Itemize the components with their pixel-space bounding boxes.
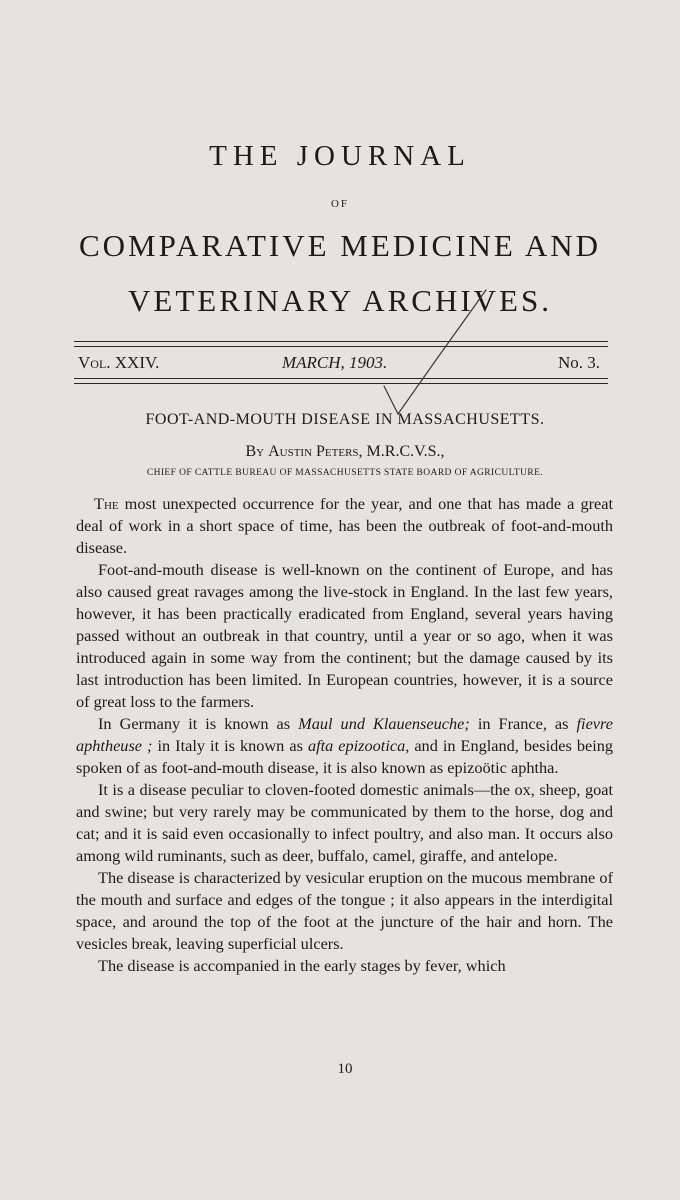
journal-title-line2: COMPARATIVE MEDICINE AND bbox=[78, 228, 602, 263]
foreign-term: afta epizootica, bbox=[307, 736, 410, 755]
paragraph-text: and in England, besides being spoken of as foot-and-mouth disease, it is also known as epizoötic aphtha. bbox=[76, 736, 614, 777]
author-affiliation: CHIEF OF CATTLE BUREAU OF MASSACHUSETTS STATE BOARD OF AGRICULTURE. bbox=[146, 468, 544, 478]
paragraph: The disease is accompanied in the early stages by fever, which bbox=[98, 956, 506, 975]
paragraph-text: in Italy it is known as bbox=[152, 736, 308, 755]
issue-date: MARCH, 1903. bbox=[282, 353, 388, 372]
volume-label: Vol. XXIV. bbox=[78, 353, 160, 372]
checkmark-stroke bbox=[384, 290, 486, 414]
paragraph-text: In Germany it is known as bbox=[98, 714, 299, 733]
journal-title-line3: VETERINARY ARCHIVES. bbox=[128, 283, 552, 318]
lead-word: The bbox=[94, 494, 119, 513]
paragraph-text: most unexpected occurrence for the year, and one that has made a great deal of work in a short space of time, has been the outbreak of foot-and-mouth disease. bbox=[76, 494, 613, 557]
paragraph-text: in France, as bbox=[469, 714, 577, 733]
issue-number: No. 3. bbox=[557, 353, 600, 372]
paragraph: Foot-and-mouth disease is well-known on the continent of Europe, and has also caused great ravages among the live-stock in England. In the last few years, however, it has been practically eradicated from England, several years having passed without an outbreak in that country, until a year or so ago, when it was introduced again in some way from the continent; but the damage caused by its last introduction has been limited. In European countries, however, it is a source of great loss to the farmers. bbox=[76, 560, 613, 711]
foreign-term: Maul und Klauenseuche; bbox=[298, 714, 470, 733]
journal-title-line1: THE JOURNAL bbox=[209, 140, 471, 172]
article-title: FOOT-AND-MOUTH DISEASE IN MASSACHUSETTS. bbox=[145, 411, 545, 428]
journal-title-of: OF bbox=[330, 198, 350, 210]
byline-by: By bbox=[245, 443, 265, 460]
page-number: 10 bbox=[337, 1061, 353, 1077]
paragraph: It is a disease peculiar to cloven-footed domestic animals—the ox, sheep, goat and swine; but very rarely may be communicated by them to the horse, dog and cat; and it is said even occasionally to infect poultry, and also man. It occurs also among wild ruminants, such as deer, buffalo, camel, giraffe, and antelope. bbox=[76, 780, 613, 865]
author-name: Austin Peters, bbox=[268, 443, 363, 460]
foreign-term: fievre aphtheuse ; bbox=[76, 714, 613, 755]
author-degree: M.R.C.V.S., bbox=[366, 443, 445, 460]
paragraph: The disease is characterized by vesicular eruption on the mucous membrane of the mouth and surface and edges of the tongue ; it also appears in the interdigital space, and around the top of the foot at the juncture of the hair and horn. The vesicles break, leaving superficial ulcers. bbox=[76, 868, 613, 953]
